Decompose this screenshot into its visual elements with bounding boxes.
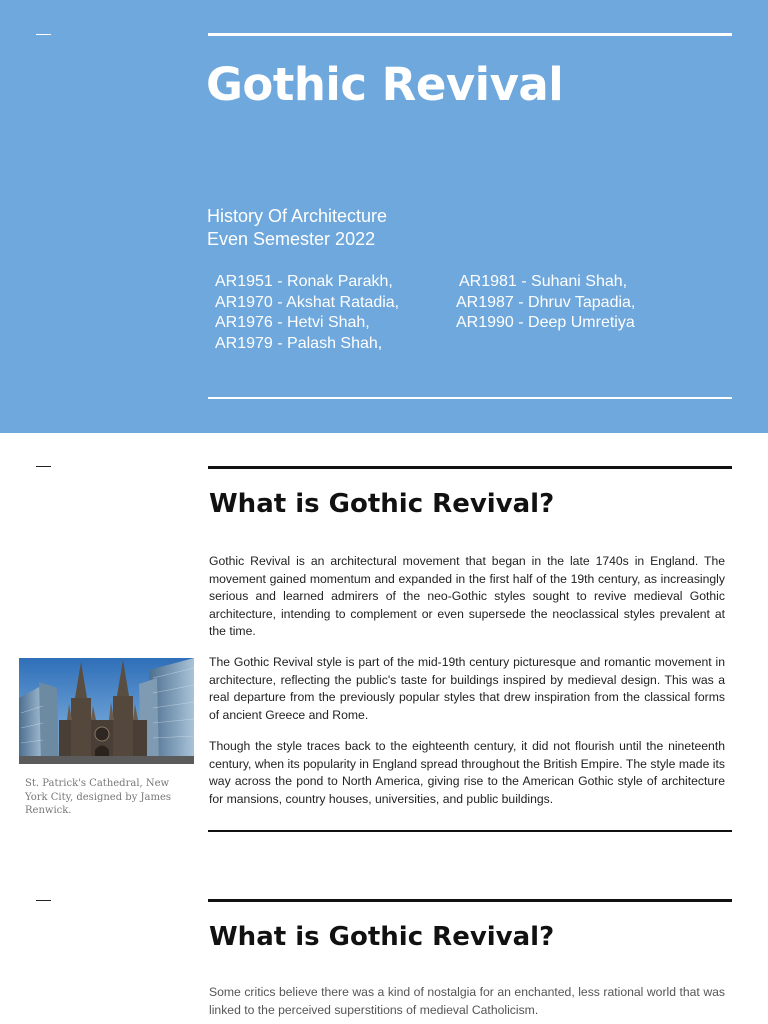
member-entry: AR1987 - Dhruv Tapadia, [456,293,636,311]
section-heading: What is Gothic Revival? [209,922,555,952]
member-entry: AR1979 - Palash Shah, [215,334,383,352]
top-divider [208,466,732,469]
member-entry: AR1951 - Ronak Parakh, [215,273,393,290]
image-caption: St. Patrick's Cathedral, New York City, designed by James Renwick. [25,778,172,816]
body-paragraph: Some critics believe there was a kind of nostalgia for an enchanted, less rational world that was linked to the perceived superstitions of medieval Catholicism. [209,985,725,1017]
presentation-title: Gothic Revival [206,58,564,111]
title-slide [0,0,768,433]
slide-marker-dash [36,34,51,35]
section-heading: What is Gothic Revival? [209,489,555,519]
top-divider [208,899,732,902]
top-divider [208,33,732,36]
body-paragraph: Gothic Revival is an architectural movement that began in the late 1740s in England. The movement gained momentum and expanded in the first half of the 19th century, as increasingly serious and learned admirers of the neo-Gothic styles sought to revive medieval Gothic architecture, intending to complement or even supersede the neoclassical styles prevalent at the time. [209,554,725,639]
member-entry: AR1976 - Hetvi Shah, [215,314,370,331]
member-entry: AR1970 - Akshat Ratadia, [215,293,400,311]
body-paragraph: The Gothic Revival style is part of the mid-19th century picturesque and romantic movement in architecture, reflecting the public's taste for buildings inspired by medieval design. This was a real departure from the previously popular styles that drew inspiration from the classical forms of ancient Greece and Rome. [209,655,725,722]
slide-marker-dash [36,466,51,467]
semester: Even Semester 2022 [207,229,376,249]
members-list-left [215,272,399,354]
bottom-divider [208,397,732,399]
course-name: History Of Architecture [207,206,388,226]
slide-marker-dash [36,900,51,901]
member-entry: AR1981 - Suhani Shah, [459,273,628,290]
members-list-right [456,272,635,334]
cathedral-photo [19,658,194,764]
member-entry: AR1990 - Deep Umretiya [456,314,635,331]
body-paragraph: Though the style traces back to the eighteenth century, it did not flourish until the nineteenth century, when its popularity in England spread throughout the British Empire. The style made its way across the pond to North America, giving rise to the American Gothic style of architecture for mansions, country houses, universities, and public buildings. [209,739,725,806]
bottom-divider [208,830,732,832]
